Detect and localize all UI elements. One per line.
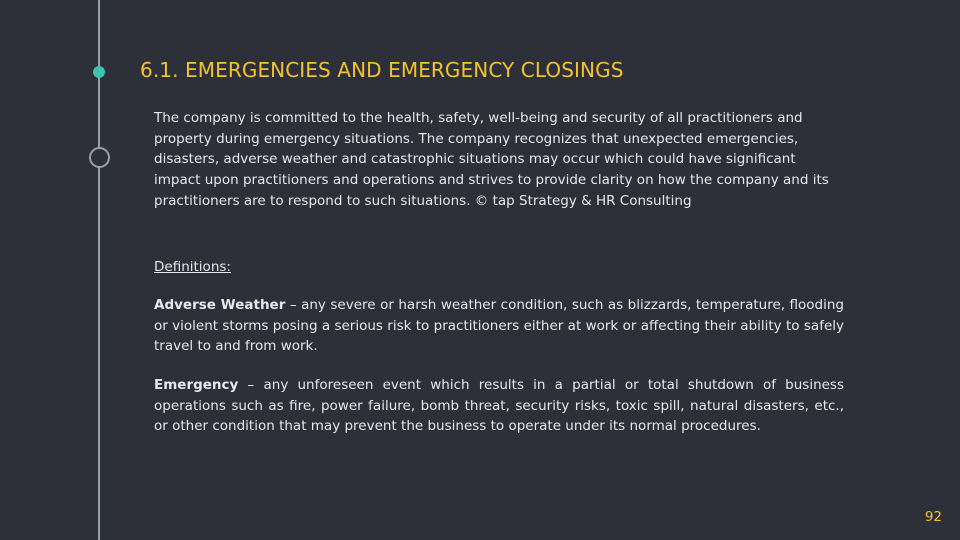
- definition-emergency: [154, 375, 844, 437]
- page-number: 92: [924, 509, 942, 525]
- definitions-heading: Definitions:: [154, 259, 231, 275]
- slide-title: 6.1. EMERGENCIES AND EMERGENCY CLOSINGS: [140, 58, 624, 82]
- intro-paragraph: The company is committed to the health, safety, well-being and security of all practitioners and property during emergency situations. The company recognizes that unexpected emergencies, disasters, adverse weather and catastrophic situations may occur which could have significant impact upon practitioners and operations and strives to provide clarity on how the company and its practitioners are to respond to such situations. © tap Strategy & HR Consulting: [154, 110, 829, 209]
- timeline-line: [98, 0, 100, 540]
- definition-term: Emergency: [154, 377, 239, 393]
- definition-text: – any severe or harsh weather condition, such as blizzards, temperature, flooding or violent storms posing a serious risk to practitioners either at work or affecting their ability to safely travel to and from work.: [154, 297, 844, 355]
- definition-term: Adverse Weather: [154, 297, 286, 313]
- timeline-active-dot-icon: [93, 66, 105, 78]
- definition-adverse-weather: [154, 295, 844, 357]
- timeline-inactive-dot-icon: [89, 147, 110, 168]
- definition-text: – any unforeseen event which results in a partial or total shutdown of business operations such as fire, power failure, bomb threat, security risks, toxic spill, natural disasters, etc., or other condition that may prevent the business to operate under its normal procedures.: [154, 377, 844, 435]
